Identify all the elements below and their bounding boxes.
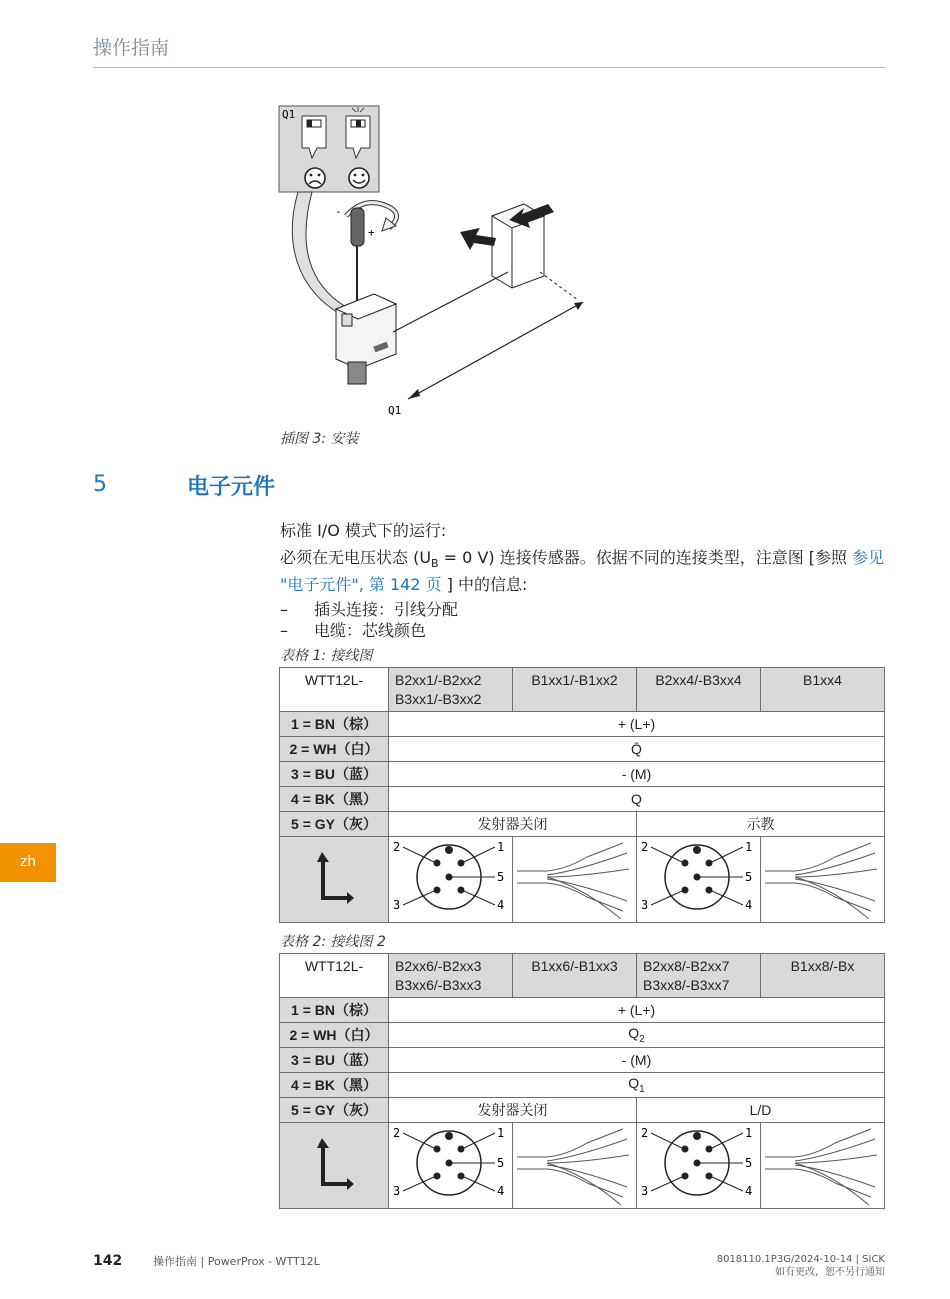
table-header: WTT12L- bbox=[280, 954, 389, 998]
table-header: B2xx4/-B3xx4 bbox=[637, 668, 761, 712]
table-header: B2xx6/-B2xx3 B3xx6/-B3xx3 bbox=[389, 954, 513, 998]
table-row: 3 = BU（蓝） - (M) bbox=[280, 1048, 885, 1073]
plug-pinout-icon bbox=[637, 1123, 761, 1209]
table-row bbox=[280, 837, 885, 923]
svg-text:1: 1 bbox=[745, 1126, 753, 1140]
cable-icon bbox=[513, 1123, 637, 1209]
table-header: B1xx4 bbox=[761, 668, 885, 712]
plug-pinout-icon bbox=[389, 1123, 513, 1209]
table-header: B1xx6/-B1xx3 bbox=[513, 954, 637, 998]
connector-arrow-icon bbox=[280, 1123, 389, 1209]
wiring-table-2 bbox=[279, 953, 885, 1209]
table-row: 4 = BK（黑） Q bbox=[280, 787, 885, 812]
section-number: 5 bbox=[93, 472, 107, 497]
svg-text:4: 4 bbox=[497, 1184, 505, 1198]
header-rule bbox=[93, 67, 885, 68]
intro-text: 标准 I/O 模式下的运行: bbox=[280, 521, 447, 540]
table-row: 3 = BU（蓝） - (M) bbox=[280, 762, 885, 787]
svg-text:2: 2 bbox=[393, 840, 401, 854]
svg-text:5: 5 bbox=[745, 1156, 753, 1170]
svg-text:2: 2 bbox=[641, 1126, 649, 1140]
cable-icon bbox=[513, 837, 637, 923]
svg-text:1: 1 bbox=[497, 840, 505, 854]
list-item: – 电缆：芯线颜色 bbox=[280, 621, 427, 640]
plus-label: + bbox=[368, 226, 375, 239]
svg-text:4: 4 bbox=[745, 1184, 753, 1198]
table-header: B1xx1/-B1xx2 bbox=[513, 668, 637, 712]
q1-top-label: Q1 bbox=[282, 108, 296, 121]
svg-text:3: 3 bbox=[641, 898, 649, 912]
svg-text:5: 5 bbox=[497, 870, 505, 884]
wiring-paragraph: 必须在无电压状态 ($U_B = 0$ V) 连接传感器。依据不同的连接类型，注意图 [参照 参见 "电子元件", 第 142 页 ] 中的信息: bbox=[280, 548, 885, 595]
svg-text:5: 5 bbox=[497, 1156, 505, 1170]
minus-label: - bbox=[335, 205, 342, 218]
cable-icon bbox=[761, 1123, 885, 1209]
figure-caption: 插图 3: 安装 bbox=[280, 431, 359, 447]
plug-pinout-icon bbox=[637, 837, 761, 923]
table-row: 4 = BK（黑） $Q_1$ bbox=[280, 1073, 885, 1098]
table-row: 5 = GY（灰） 发射器关闭 L/D bbox=[280, 1098, 885, 1123]
table-row: 1 = BN（棕） + (L+) bbox=[280, 712, 885, 737]
svg-text:2: 2 bbox=[641, 840, 649, 854]
language-tab[interactable]: zh bbox=[0, 843, 56, 882]
header-title: 操作指南 bbox=[93, 37, 170, 59]
svg-text:4: 4 bbox=[497, 898, 505, 912]
table-header: WTT12L- bbox=[280, 668, 389, 712]
connector-arrow-icon bbox=[280, 837, 389, 923]
table-row: 2 = WH（白） Q̄ bbox=[280, 737, 885, 762]
section-link[interactable]: 参见 "电子元件", 第 142 页 bbox=[280, 548, 885, 595]
table-row: 5 = GY（灰） 发射器关闭 示教 bbox=[280, 812, 885, 837]
footer-notice: 如有更改，恕不另行通知 bbox=[775, 1267, 885, 1278]
table-header: B2xx8/-B2xx7 B3xx8/-B3xx7 bbox=[637, 954, 761, 998]
footer-docref: 8018110.1P3G/2024-10-14 | SICK 如有更改，恕不另行通知 bbox=[716, 1254, 885, 1278]
cable-icon bbox=[761, 837, 885, 923]
svg-text:1: 1 bbox=[745, 840, 753, 854]
table-row bbox=[280, 1123, 885, 1209]
svg-text:3: 3 bbox=[641, 1184, 649, 1198]
section-title: 电子元件 bbox=[187, 475, 276, 500]
svg-text:3: 3 bbox=[393, 1184, 401, 1198]
footer-title: 操作指南 | PowerProx - WTT12L bbox=[153, 1255, 320, 1268]
table-header: B1xx8/-Bx bbox=[761, 954, 885, 998]
table-header: B2xx1/-B2xx2 B3xx1/-B3xx2 bbox=[389, 668, 513, 712]
table-row: 2 = WH（白） $Q_2$ bbox=[280, 1023, 885, 1048]
svg-text:1: 1 bbox=[497, 1126, 505, 1140]
table1-caption: 表格 1: 接线图 bbox=[280, 648, 373, 664]
svg-text:5: 5 bbox=[745, 870, 753, 884]
plug-pinout-icon bbox=[389, 837, 513, 923]
page-number: 142 bbox=[93, 1253, 123, 1269]
table-row: 1 = BN（棕） + (L+) bbox=[280, 998, 885, 1023]
q1-bottom-label: Q1 bbox=[388, 404, 402, 417]
table2-caption: 表格 2: 接线图 2 bbox=[280, 934, 386, 950]
svg-text:4: 4 bbox=[745, 898, 753, 912]
list-item: – 插头连接：引线分配 bbox=[280, 600, 459, 619]
svg-text:3: 3 bbox=[393, 898, 401, 912]
wiring-table-1 bbox=[279, 667, 885, 923]
svg-text:2: 2 bbox=[393, 1126, 401, 1140]
installation-figure bbox=[278, 104, 598, 424]
